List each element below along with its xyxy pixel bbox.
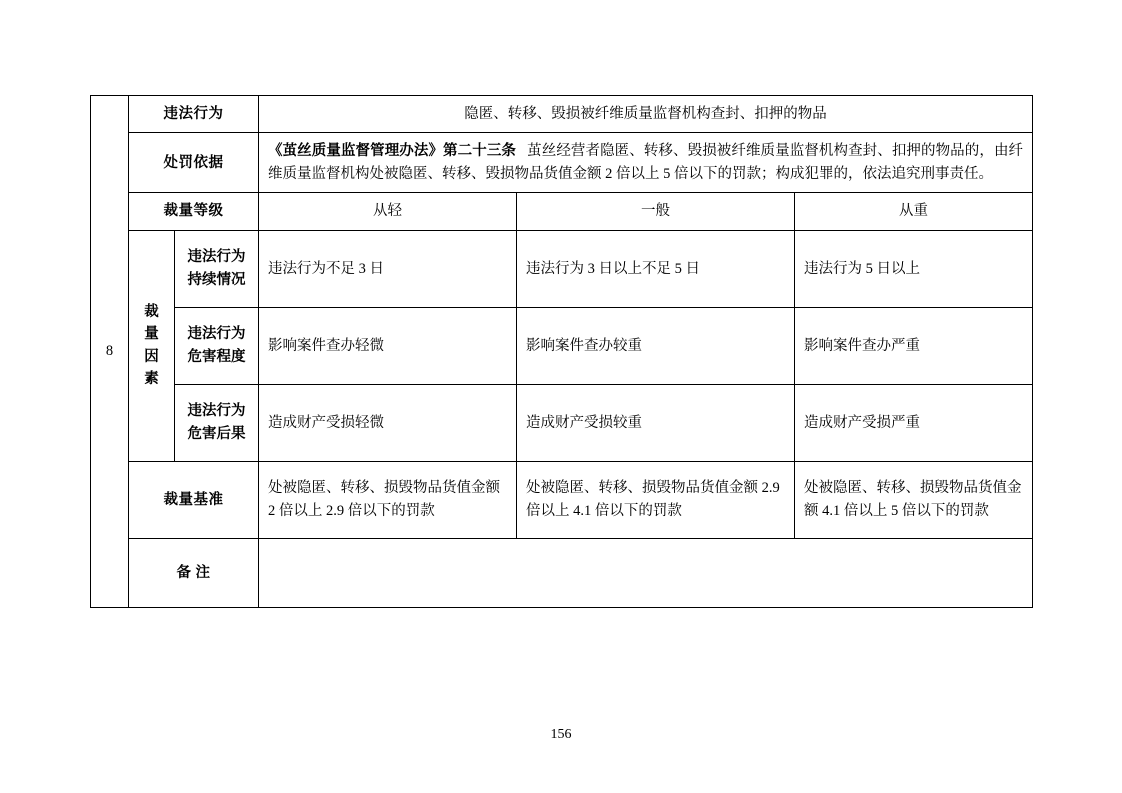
factor-name-severity <box>175 307 259 384</box>
factor-duration-light: 违法行为不足 3 日 <box>259 230 517 307</box>
factor-name-duration <box>175 230 259 307</box>
factor-consequence-light: 造成财产受损轻微 <box>259 384 517 461</box>
label-discretion-level: 裁量等级 <box>129 193 259 230</box>
factor-label-char-4: 素 <box>144 371 159 388</box>
factor-name-duration-line1: 违法行为 <box>187 249 246 266</box>
factor-consequence-normal: 造成财产受损较重 <box>517 384 795 461</box>
label-discretion-factors <box>129 230 175 461</box>
table-row-violation <box>91 96 1033 133</box>
factor-name-severity-line1: 违法行为 <box>187 326 246 343</box>
factor-name-consequence-line2: 危害后果 <box>187 425 246 442</box>
factor-duration-heavy: 违法行为 5 日以上 <box>795 230 1033 307</box>
factor-name-duration-line2: 持续情况 <box>187 271 246 288</box>
table-row-penalty-basis <box>91 133 1033 193</box>
table-row-factor-consequence <box>91 384 1033 461</box>
label-penalty-basis: 处罚依据 <box>129 133 259 193</box>
table-row-remark <box>91 538 1033 607</box>
penalty-basis-bold: 《茧丝质量监督管理办法》第二十三条 <box>268 143 516 160</box>
label-discretion-standard: 裁量基准 <box>129 461 259 538</box>
discretion-table <box>90 95 1033 608</box>
factor-name-consequence <box>175 384 259 461</box>
table-row-factor-duration <box>91 230 1033 307</box>
penalty-basis-text <box>259 133 1033 193</box>
factor-severity-heavy: 影响案件查办严重 <box>795 307 1033 384</box>
factor-name-severity-line2: 危害程度 <box>187 348 246 365</box>
page-number: 156 <box>550 727 572 742</box>
grade-normal: 一般 <box>517 193 795 230</box>
factor-duration-normal: 违法行为 3 日以上不足 5 日 <box>517 230 795 307</box>
table-row-grade-header <box>91 193 1033 230</box>
factor-consequence-heavy: 造成财产受损严重 <box>795 384 1033 461</box>
violation-text: 隐匿、转移、毁损被纤维质量监督机构查封、扣押的物品 <box>259 96 1033 133</box>
grade-heavy: 从重 <box>795 193 1033 230</box>
table-row-factor-severity <box>91 307 1033 384</box>
factor-name-consequence-line1: 违法行为 <box>187 403 246 420</box>
remark-value <box>259 538 1033 607</box>
label-remark: 备 注 <box>129 538 259 607</box>
factor-severity-normal: 影响案件查办较重 <box>517 307 795 384</box>
factor-label-char-3: 因 <box>144 348 159 365</box>
penalty-basis-body: 茧丝经营者隐匿、转移、毁损被纤维质量监督机构查封、扣押的物品的，由纤维质量监督机构处被隐匿、转移、毁损物品货值金额 2 倍以上 5 倍以下的罚款；构成犯罪的，依法追究刑事责任。 <box>268 143 1024 182</box>
standard-heavy: 处被隐匿、转移、损毁物品货值金额 4.1 倍以上 5 倍以下的罚款 <box>795 461 1033 538</box>
label-violation: 违法行为 <box>129 96 259 133</box>
row-index-cell: 8 <box>91 96 129 608</box>
standard-light: 处被隐匿、转移、损毁物品货值金额 2 倍以上 2.9 倍以下的罚款 <box>259 461 517 538</box>
factor-severity-light: 影响案件查办轻微 <box>259 307 517 384</box>
discretion-table-wrapper <box>90 95 1032 608</box>
factor-label-char-1: 裁 <box>144 303 159 320</box>
grade-light: 从轻 <box>259 193 517 230</box>
table-row-standard <box>91 461 1033 538</box>
standard-normal: 处被隐匿、转移、损毁物品货值金额 2.9 倍以上 4.1 倍以下的罚款 <box>517 461 795 538</box>
factor-label-char-2: 量 <box>144 326 159 343</box>
